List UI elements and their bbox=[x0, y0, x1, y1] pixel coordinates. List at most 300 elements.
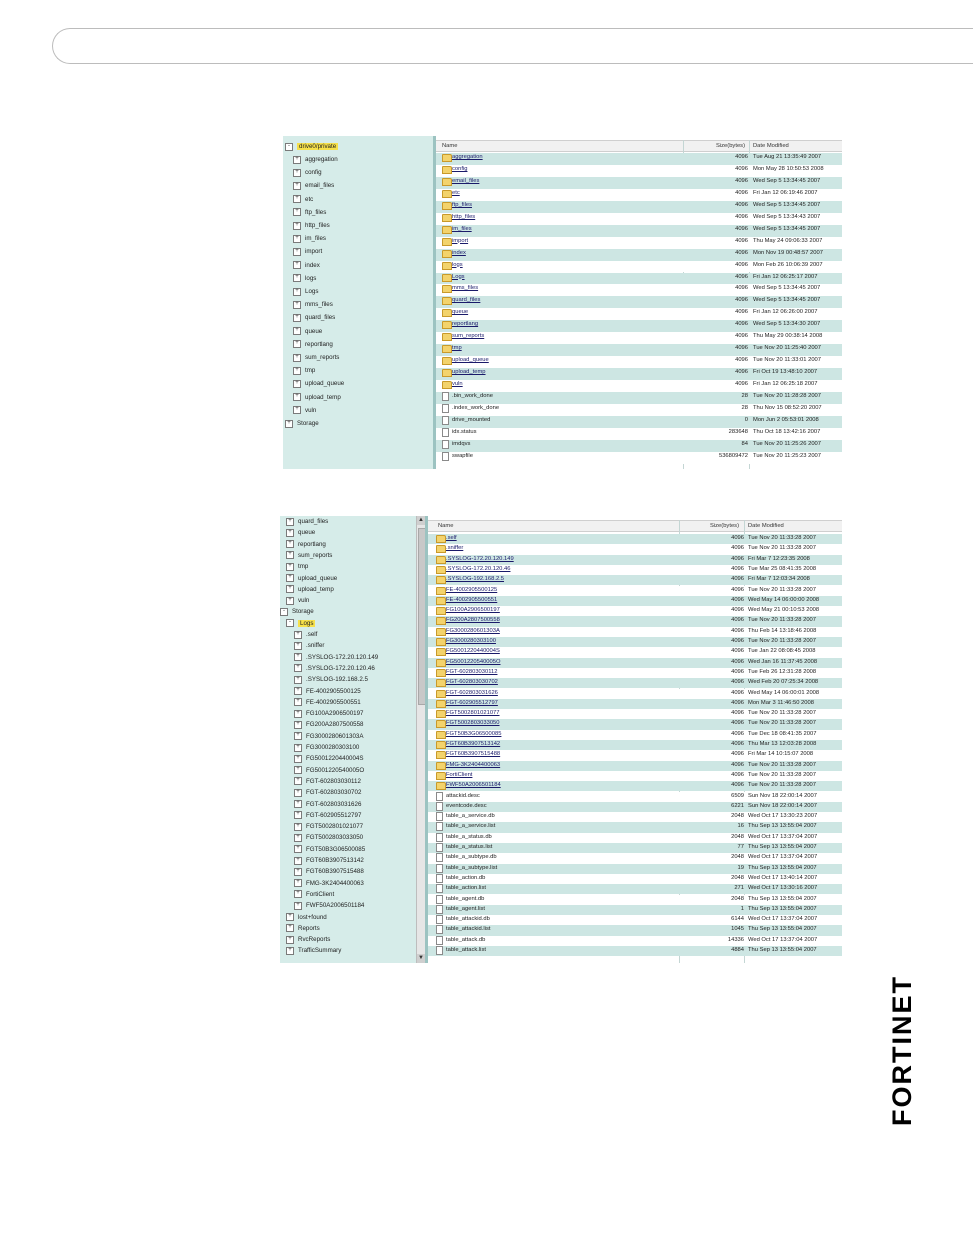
expand-icon[interactable]: + bbox=[293, 406, 301, 414]
tree-node-label[interactable]: .SYSLOG-172.20.120.149 bbox=[306, 653, 379, 661]
row-name[interactable]: .SYSLOG-192.168.2.5 bbox=[446, 576, 505, 583]
expand-icon[interactable]: + bbox=[293, 208, 301, 216]
expand-icon[interactable]: + bbox=[293, 380, 301, 388]
tree-node[interactable] bbox=[293, 340, 333, 349]
row-name[interactable]: quard_files bbox=[452, 297, 481, 304]
expand-icon[interactable]: + bbox=[293, 182, 301, 190]
file-row[interactable] bbox=[428, 925, 842, 935]
tree-node-label[interactable]: FMG-3K2404400063 bbox=[306, 879, 364, 887]
tree-node[interactable] bbox=[293, 353, 339, 362]
folder-row[interactable] bbox=[428, 699, 842, 709]
expand-icon[interactable]: + bbox=[294, 834, 302, 842]
folder-row[interactable] bbox=[436, 332, 842, 344]
tree-node[interactable] bbox=[286, 540, 326, 549]
tree-node[interactable] bbox=[286, 946, 341, 955]
row-name[interactable]: imdqvs bbox=[452, 440, 471, 447]
expand-icon[interactable]: + bbox=[293, 222, 301, 230]
tree-node-label[interactable]: index bbox=[305, 261, 320, 269]
row-name[interactable]: mms_files bbox=[452, 285, 479, 292]
tree-node[interactable] bbox=[294, 732, 363, 741]
expand-icon[interactable]: + bbox=[293, 354, 301, 362]
expand-icon[interactable]: + bbox=[286, 518, 294, 526]
tree-node-label[interactable]: TrafficSummary bbox=[298, 947, 342, 955]
tree-node[interactable] bbox=[294, 890, 334, 899]
folder-row[interactable] bbox=[436, 153, 842, 165]
column-header-size[interactable]: Size(bytes) bbox=[710, 523, 739, 529]
folder-row[interactable] bbox=[428, 771, 842, 781]
folder-row[interactable] bbox=[428, 575, 842, 585]
tree-node-label[interactable]: FGT5002803033050 bbox=[306, 834, 364, 842]
row-name[interactable]: .self bbox=[446, 535, 457, 541]
expand-icon[interactable]: + bbox=[293, 195, 301, 203]
tree-node[interactable] bbox=[293, 393, 341, 402]
expand-icon[interactable]: + bbox=[286, 529, 294, 537]
tree-node[interactable] bbox=[294, 856, 364, 865]
row-name[interactable]: FGT5002803033050 bbox=[446, 720, 500, 727]
tree-node-label[interactable]: Logs bbox=[305, 288, 319, 295]
tree-node-label[interactable]: tmp bbox=[298, 563, 309, 571]
file-row[interactable] bbox=[428, 822, 842, 832]
row-name[interactable]: .index_work_done bbox=[452, 404, 500, 411]
column-header-name[interactable]: Name bbox=[438, 523, 454, 529]
file-row[interactable] bbox=[428, 833, 842, 843]
row-name[interactable]: FE-4002905500551 bbox=[446, 596, 498, 603]
tree-node[interactable] bbox=[293, 195, 313, 204]
file-row[interactable] bbox=[428, 895, 842, 905]
tree-node[interactable] bbox=[293, 379, 344, 388]
expand-icon[interactable]: + bbox=[294, 902, 302, 910]
expand-icon[interactable]: + bbox=[286, 936, 294, 944]
expand-icon[interactable]: + bbox=[286, 551, 294, 559]
tree-node-label[interactable]: Reports bbox=[298, 924, 320, 932]
folder-row[interactable] bbox=[428, 647, 842, 657]
tree-node-label[interactable]: import bbox=[305, 248, 323, 256]
file-row[interactable] bbox=[428, 946, 842, 956]
expand-icon[interactable]: + bbox=[293, 261, 301, 269]
row-name[interactable]: sum_reports bbox=[452, 333, 485, 340]
tree-node-label[interactable]: drive0/private bbox=[299, 143, 337, 150]
row-name[interactable]: idx.status bbox=[452, 428, 477, 435]
tree-node[interactable] bbox=[293, 234, 326, 243]
file-row[interactable] bbox=[428, 915, 842, 925]
folder-row[interactable] bbox=[436, 189, 842, 201]
row-name[interactable]: upload_queue bbox=[452, 357, 489, 364]
tree-node[interactable] bbox=[293, 181, 334, 190]
tree-node-label[interactable]: FE-4002905500125 bbox=[306, 687, 361, 695]
row-name[interactable]: .SYSLOG-172.20.120.46 bbox=[446, 565, 511, 572]
folder-row[interactable] bbox=[428, 730, 842, 740]
row-name[interactable]: FGT-602905512797 bbox=[446, 699, 498, 706]
tree-scrollbar[interactable] bbox=[416, 516, 425, 963]
row-name[interactable]: logs bbox=[452, 261, 463, 268]
expand-icon[interactable]: + bbox=[286, 924, 294, 932]
tree-node[interactable] bbox=[293, 406, 316, 415]
expand-icon[interactable]: + bbox=[293, 314, 301, 322]
folder-row[interactable] bbox=[428, 750, 842, 760]
tree-node-label[interactable]: FGT-602803031626 bbox=[306, 800, 362, 808]
row-name[interactable]: ftp_files bbox=[452, 201, 472, 208]
row-name[interactable]: FG3000280303100 bbox=[446, 638, 496, 644]
expand-icon[interactable]: + bbox=[294, 823, 302, 831]
file-row[interactable] bbox=[436, 392, 842, 404]
row-name[interactable]: .sniffer bbox=[446, 545, 464, 552]
row-name[interactable]: table_a_service.list bbox=[446, 823, 496, 830]
tree-node-label[interactable]: vuln bbox=[298, 597, 310, 605]
tree-node[interactable] bbox=[293, 208, 326, 217]
tree-node[interactable] bbox=[286, 528, 315, 537]
tree-node-label[interactable]: im_files bbox=[305, 235, 326, 243]
tree-node-label[interactable]: sum_reports bbox=[298, 551, 333, 559]
tree-node-label[interactable]: ftp_files bbox=[305, 208, 327, 216]
tree-node-label[interactable]: aggregation bbox=[305, 156, 338, 163]
expand-icon[interactable]: + bbox=[294, 732, 302, 740]
column-header-date[interactable]: Date Modified bbox=[748, 523, 784, 529]
tree-node-label[interactable]: .SYSLOG-192.168.2.5 bbox=[306, 676, 368, 684]
row-name[interactable]: queue bbox=[452, 309, 469, 316]
folder-row[interactable] bbox=[436, 213, 842, 225]
row-name[interactable]: drive_mounted bbox=[452, 416, 491, 423]
folder-row[interactable] bbox=[428, 596, 842, 606]
column-header-name[interactable]: Name bbox=[442, 143, 458, 149]
tree-node-label[interactable]: FG5001220440004S bbox=[306, 755, 364, 763]
folder-row[interactable] bbox=[436, 249, 842, 261]
tree-node-label[interactable]: upload_queue bbox=[298, 574, 338, 582]
tree-node-label[interactable]: upload_temp bbox=[305, 393, 341, 401]
tree-node-label[interactable]: .sniffer bbox=[306, 642, 325, 650]
row-name[interactable]: table_action.db bbox=[446, 874, 486, 881]
expand-icon[interactable]: + bbox=[286, 947, 294, 955]
folder-row[interactable] bbox=[436, 273, 842, 285]
tree-node[interactable] bbox=[294, 675, 368, 684]
file-row[interactable] bbox=[428, 936, 842, 946]
row-name[interactable]: .SYSLOG-172.20.120.149 bbox=[446, 555, 514, 562]
expand-icon[interactable]: + bbox=[294, 687, 302, 695]
folder-row[interactable] bbox=[428, 761, 842, 771]
file-row[interactable] bbox=[428, 905, 842, 915]
expand-icon[interactable]: + bbox=[294, 789, 302, 797]
expand-icon[interactable]: + bbox=[294, 845, 302, 853]
expand-icon[interactable]: + bbox=[293, 156, 301, 164]
row-name[interactable]: reportlang bbox=[452, 321, 479, 328]
expand-icon[interactable]: + bbox=[294, 879, 302, 887]
tree-node-label[interactable]: email_files bbox=[305, 182, 335, 190]
tree-node[interactable] bbox=[293, 274, 316, 283]
tree-node[interactable] bbox=[294, 664, 375, 673]
expand-icon[interactable]: + bbox=[293, 288, 301, 296]
row-name[interactable]: Logs bbox=[452, 273, 465, 280]
row-name[interactable]: import bbox=[452, 237, 469, 244]
tree-node[interactable] bbox=[294, 811, 361, 820]
tree-node-label[interactable]: FGT-602803030112 bbox=[306, 777, 361, 785]
expand-icon[interactable]: + bbox=[293, 393, 301, 401]
folder-row[interactable] bbox=[428, 709, 842, 719]
tree-node[interactable] bbox=[294, 766, 364, 775]
expand-icon[interactable]: + bbox=[294, 642, 302, 650]
tree-node[interactable] bbox=[286, 935, 330, 944]
column-header-size[interactable]: Size(bytes) bbox=[716, 143, 745, 149]
expand-icon[interactable]: + bbox=[294, 766, 302, 774]
folder-row[interactable] bbox=[428, 616, 842, 626]
tree-node[interactable] bbox=[293, 313, 335, 322]
folder-row[interactable] bbox=[436, 296, 842, 308]
expand-icon[interactable]: + bbox=[294, 868, 302, 876]
tree-node[interactable] bbox=[294, 845, 365, 854]
collapse-icon[interactable]: - bbox=[286, 619, 294, 627]
file-row[interactable] bbox=[428, 792, 842, 802]
tree-node[interactable] bbox=[294, 653, 378, 662]
tree-node-label[interactable]: quard_files bbox=[305, 314, 336, 322]
tree-node-label[interactable]: FGT-602803030702 bbox=[306, 789, 362, 797]
row-name[interactable]: table_action.list bbox=[446, 885, 486, 892]
tree-node-label[interactable]: tmp bbox=[305, 367, 316, 375]
tree-node-label[interactable]: sum_reports bbox=[305, 354, 340, 361]
tree-node[interactable] bbox=[293, 287, 318, 296]
expand-icon[interactable]: + bbox=[294, 710, 302, 718]
folder-row[interactable] bbox=[428, 586, 842, 596]
row-name[interactable]: aggregation bbox=[452, 154, 483, 160]
tree-node[interactable] bbox=[286, 517, 328, 526]
tree-node-label[interactable]: .SYSLOG-172.20.120.46 bbox=[306, 664, 375, 672]
expand-icon[interactable]: + bbox=[294, 777, 302, 785]
row-name[interactable]: config bbox=[452, 165, 468, 172]
tree-node-label[interactable]: queue bbox=[298, 529, 316, 537]
expand-icon[interactable]: + bbox=[293, 301, 301, 309]
expand-icon[interactable]: + bbox=[294, 755, 302, 763]
tree-node-label[interactable]: config bbox=[305, 169, 322, 177]
folder-row[interactable] bbox=[436, 284, 842, 296]
file-row[interactable] bbox=[436, 428, 842, 440]
file-row[interactable] bbox=[428, 812, 842, 822]
tree-node-label[interactable]: reportlang bbox=[298, 540, 326, 548]
row-name[interactable]: vuln bbox=[452, 381, 463, 388]
row-name[interactable]: attackid.desc bbox=[446, 792, 480, 799]
collapse-icon[interactable]: - bbox=[285, 143, 293, 151]
folder-row[interactable] bbox=[428, 606, 842, 616]
row-name[interactable]: FG3000280601303A bbox=[446, 627, 500, 634]
tree-node[interactable] bbox=[294, 800, 361, 809]
tree-node-label[interactable]: FGT60B3907513142 bbox=[306, 857, 364, 864]
row-name[interactable]: table_a_status.db bbox=[446, 833, 492, 840]
row-name[interactable]: FGT50B3G06500085 bbox=[446, 730, 502, 737]
row-name[interactable]: index bbox=[452, 249, 466, 256]
row-name[interactable]: table_attack.list bbox=[446, 947, 486, 953]
tree-node[interactable] bbox=[294, 743, 359, 752]
row-name[interactable]: eventcode.desc bbox=[446, 802, 487, 809]
tree-node-label[interactable]: etc bbox=[305, 195, 314, 203]
row-name[interactable]: FG200A2807500558 bbox=[446, 617, 500, 624]
expand-icon[interactable]: + bbox=[294, 631, 302, 639]
expand-icon[interactable]: + bbox=[293, 367, 301, 375]
tree-node[interactable] bbox=[286, 551, 332, 560]
expand-icon[interactable]: + bbox=[286, 913, 294, 921]
tree-node[interactable] bbox=[294, 879, 364, 888]
tree-node[interactable] bbox=[293, 221, 330, 230]
expand-icon[interactable]: + bbox=[286, 597, 294, 605]
tree-node-label[interactable]: FGT-602905512797 bbox=[306, 811, 362, 819]
expand-icon[interactable]: + bbox=[293, 327, 301, 335]
row-name[interactable]: FE-4002905500125 bbox=[446, 586, 498, 593]
folder-row[interactable] bbox=[436, 237, 842, 249]
folder-row[interactable] bbox=[428, 678, 842, 688]
folder-row[interactable] bbox=[428, 668, 842, 678]
tree-node-label[interactable]: FE-4002905500551 bbox=[306, 698, 361, 706]
tree-node-label[interactable]: FG3000280601303A bbox=[306, 732, 364, 740]
tree-node[interactable] bbox=[294, 698, 361, 707]
row-name[interactable]: http_files bbox=[452, 213, 476, 220]
tree-node-label[interactable]: FGT60B3907515488 bbox=[306, 868, 364, 876]
row-name[interactable]: FGT-602803030702 bbox=[446, 679, 498, 686]
row-name[interactable]: tmp bbox=[452, 345, 462, 352]
tree-node[interactable] bbox=[294, 822, 363, 831]
file-row[interactable] bbox=[436, 416, 842, 428]
file-row[interactable] bbox=[428, 884, 842, 894]
folder-row[interactable] bbox=[436, 356, 842, 368]
expand-icon[interactable]: + bbox=[294, 698, 302, 706]
file-row[interactable] bbox=[436, 440, 842, 452]
tree-node-label[interactable]: FGT5002801021077 bbox=[306, 823, 364, 831]
tree-node-root[interactable] bbox=[285, 142, 338, 151]
scroll-up-icon[interactable]: ▲ bbox=[418, 517, 424, 523]
tree-node-label[interactable]: FG100A2906500197 bbox=[306, 710, 364, 718]
expand-icon[interactable]: + bbox=[293, 235, 301, 243]
row-name[interactable]: FG100A2906500197 bbox=[446, 607, 500, 614]
tree-node-label[interactable]: Storage bbox=[297, 420, 319, 427]
tree-node-label[interactable]: Logs bbox=[300, 619, 314, 627]
tree-node[interactable] bbox=[286, 924, 320, 933]
tree-node-label[interactable]: .self bbox=[306, 631, 318, 638]
row-name[interactable]: FWF50A2006501184 bbox=[446, 782, 501, 789]
expand-icon[interactable]: + bbox=[293, 340, 301, 348]
expand-icon[interactable]: + bbox=[293, 169, 301, 177]
folder-row[interactable] bbox=[436, 380, 842, 392]
tree-node-selected[interactable] bbox=[286, 619, 315, 628]
tree-node[interactable] bbox=[293, 327, 322, 336]
file-row[interactable] bbox=[428, 864, 842, 874]
row-name[interactable]: table_agent.db bbox=[446, 895, 485, 902]
folder-row[interactable] bbox=[436, 225, 842, 237]
folder-row[interactable] bbox=[428, 689, 842, 699]
row-name[interactable]: FGT-602803030112 bbox=[446, 668, 498, 675]
expand-icon[interactable]: + bbox=[294, 890, 302, 898]
folder-row[interactable] bbox=[428, 781, 842, 791]
tree-node-label[interactable]: lost+found bbox=[298, 913, 327, 921]
folder-row[interactable] bbox=[428, 544, 842, 554]
folder-row[interactable] bbox=[436, 344, 842, 356]
tree-node-label[interactable]: upload_temp bbox=[298, 585, 334, 593]
tree-node[interactable] bbox=[293, 155, 338, 164]
scroll-down-icon[interactable]: ▼ bbox=[418, 955, 424, 961]
expand-icon[interactable]: + bbox=[294, 676, 302, 684]
row-name[interactable]: .bin_work_done bbox=[452, 393, 493, 399]
tree-node[interactable] bbox=[293, 300, 333, 309]
tree-node[interactable] bbox=[294, 901, 364, 910]
expand-icon[interactable]: + bbox=[286, 563, 294, 571]
tree-node-label[interactable]: FG3000280303100 bbox=[306, 744, 360, 751]
row-name[interactable]: table_attackid.db bbox=[446, 916, 490, 923]
tree-node-label[interactable]: FG5001220540005O bbox=[306, 766, 365, 774]
tree-node[interactable] bbox=[294, 754, 363, 763]
expand-icon[interactable]: + bbox=[293, 248, 301, 256]
folder-row[interactable] bbox=[428, 658, 842, 668]
tree-node-label[interactable]: logs bbox=[305, 274, 317, 282]
expand-icon[interactable]: + bbox=[285, 420, 293, 428]
row-name[interactable]: FGT60B3907513142 bbox=[446, 741, 501, 747]
tree-node[interactable] bbox=[293, 247, 322, 256]
collapse-icon[interactable]: - bbox=[280, 608, 288, 616]
expand-icon[interactable]: + bbox=[286, 585, 294, 593]
row-name[interactable]: etc bbox=[452, 189, 460, 196]
tree-node-storage[interactable] bbox=[280, 607, 314, 616]
row-name[interactable]: FortiClient bbox=[446, 771, 473, 778]
row-name[interactable]: FMG-3K2404400063 bbox=[446, 761, 501, 768]
tree-node-label[interactable]: http_files bbox=[305, 222, 330, 229]
row-name[interactable]: im_files bbox=[452, 225, 472, 232]
file-row[interactable] bbox=[436, 452, 842, 464]
row-name[interactable]: table_agent.list bbox=[446, 905, 485, 912]
folder-row[interactable] bbox=[428, 534, 842, 544]
tree-node-label[interactable]: quard_files bbox=[298, 518, 329, 525]
expand-icon[interactable]: + bbox=[294, 721, 302, 729]
expand-icon[interactable]: + bbox=[294, 800, 302, 808]
tree-node[interactable] bbox=[294, 709, 363, 718]
tree-node-label[interactable]: FWF50A2006501184 bbox=[306, 902, 365, 910]
tree-node[interactable] bbox=[294, 777, 361, 786]
file-row[interactable] bbox=[428, 853, 842, 863]
row-name[interactable]: upload_temp bbox=[452, 369, 486, 376]
tree-node[interactable] bbox=[294, 720, 363, 729]
tree-node-label[interactable]: FortiClient bbox=[306, 890, 335, 898]
folder-row[interactable] bbox=[436, 201, 842, 213]
expand-icon[interactable]: + bbox=[294, 664, 302, 672]
row-name[interactable]: table_attackid.list bbox=[446, 926, 491, 933]
file-row[interactable] bbox=[428, 874, 842, 884]
folder-row[interactable] bbox=[428, 565, 842, 575]
expand-icon[interactable]: + bbox=[294, 653, 302, 661]
tree-node[interactable] bbox=[293, 366, 315, 375]
tree-node[interactable] bbox=[286, 585, 334, 594]
file-row[interactable] bbox=[428, 802, 842, 812]
tree-node-label[interactable]: FG200A2807500558 bbox=[306, 721, 364, 729]
folder-row[interactable] bbox=[436, 320, 842, 332]
file-row[interactable] bbox=[428, 843, 842, 853]
folder-row[interactable] bbox=[436, 368, 842, 380]
row-name[interactable]: email_files bbox=[452, 177, 480, 184]
tree-node[interactable] bbox=[294, 833, 363, 842]
tree-node-label[interactable]: mms_files bbox=[305, 301, 333, 309]
tree-node[interactable] bbox=[294, 641, 324, 650]
row-name[interactable]: table_a_subtype.db bbox=[446, 854, 497, 861]
row-name[interactable]: table_a_service.db bbox=[446, 813, 495, 820]
row-name[interactable]: table_a_subtype.list bbox=[446, 864, 498, 871]
tree-node-label[interactable]: reportlang bbox=[305, 340, 333, 348]
expand-icon[interactable]: + bbox=[286, 540, 294, 548]
tree-node[interactable] bbox=[294, 867, 364, 876]
expand-icon[interactable]: + bbox=[293, 274, 301, 282]
expand-icon[interactable]: + bbox=[294, 857, 302, 865]
tree-node-label[interactable]: RvcReports bbox=[298, 936, 331, 944]
tree-node[interactable] bbox=[286, 562, 308, 571]
tree-node[interactable] bbox=[286, 596, 309, 605]
row-name[interactable]: table_attack.db bbox=[446, 936, 486, 943]
tree-node-label[interactable]: upload_queue bbox=[305, 380, 345, 388]
row-name[interactable]: FG5001220540005O bbox=[446, 658, 501, 665]
tree-node[interactable] bbox=[294, 687, 361, 696]
tree-node-label[interactable]: queue bbox=[305, 327, 323, 335]
folder-row[interactable] bbox=[428, 627, 842, 637]
row-name[interactable]: FGT-602803031626 bbox=[446, 689, 498, 696]
tree-node[interactable] bbox=[294, 788, 361, 797]
folder-row[interactable] bbox=[436, 261, 842, 273]
